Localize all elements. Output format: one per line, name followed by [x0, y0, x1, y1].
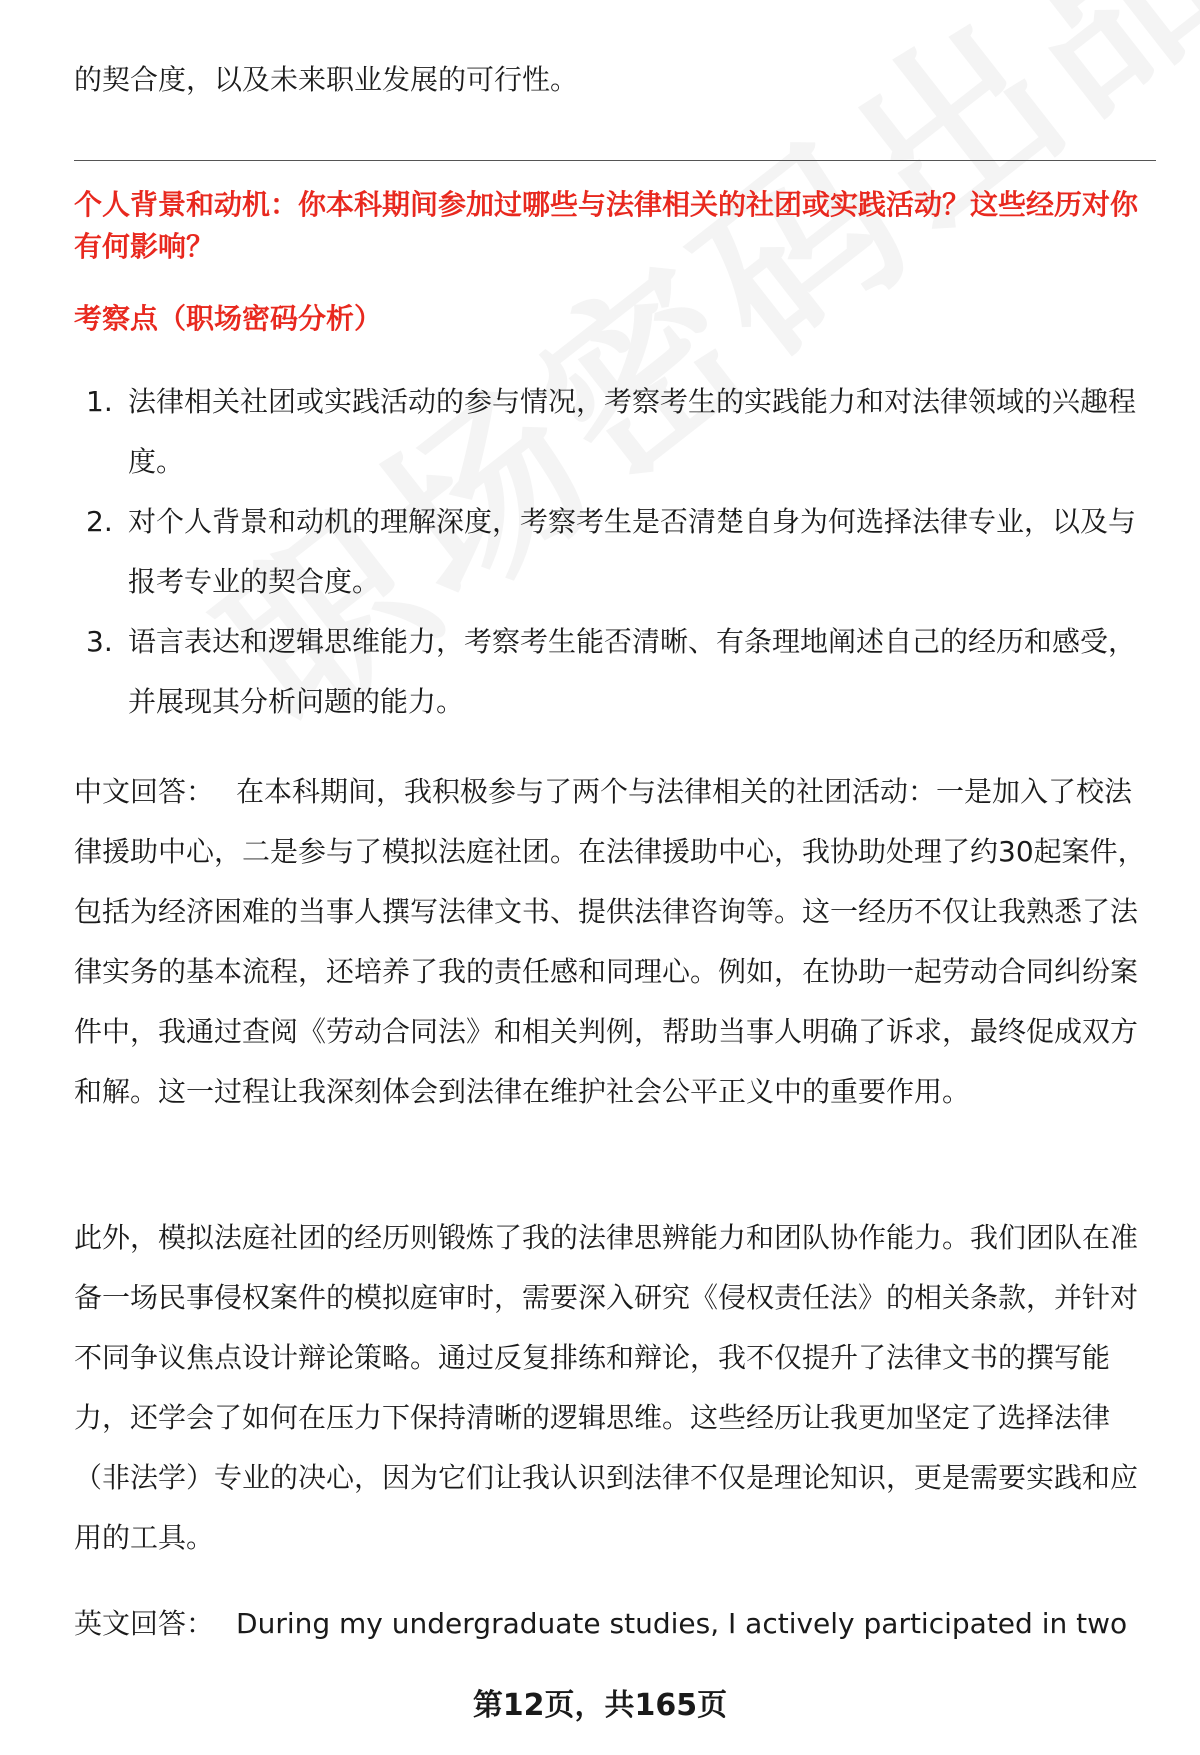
list-item-text: 语言表达和逻辑思维能力，考察考生能否清晰、有条理地阐述自己的经历和感受，并展现其分析问题的能力。 — [128, 625, 1137, 718]
english-answer — [74, 1594, 1154, 1654]
section-divider — [74, 160, 1156, 161]
list-item-number: 3. — [86, 625, 113, 658]
list-item-text: 法律相关社团或实践活动的参与情况，考察考生的实践能力和对法律领域的兴趣程度。 — [128, 385, 1137, 478]
chinese-answer-text: 在本科期间，我积极参与了两个与法律相关的社团活动：一是加入了校法律援助中心，二是参与了模拟法庭社团。在法律援助中心，我协助处理了约30起案件，包括为经济困难的当事人撰写法律文书、提供法律咨询等。这一经历不仅让我熟悉了法律实务的基本流程，还培养了我的责任感和同理心。例如，在协助一起劳动合同纠纷案件中，我通过查阅《劳动合同法》和相关判例，帮助当事人明确了诉求，最终促成双方和解。这一过程让我深刻体会到法律在维护社会公平正义中的重要作用。 — [74, 775, 1146, 1108]
chinese-answer-label: 中文回答： — [74, 775, 215, 808]
english-answer-text: During my undergraduate studies, I actively participated in two — [236, 1607, 1128, 1640]
list-item — [74, 372, 1156, 492]
list-item — [74, 492, 1156, 612]
chinese-answer — [74, 762, 1154, 1122]
list-item-number: 2. — [86, 505, 113, 538]
list-item — [74, 612, 1156, 732]
assessment-points-list — [74, 372, 1156, 732]
chinese-answer-paragraph-2: 此外，模拟法庭社团的经历则锻炼了我的法律思辨能力和团队协作能力。我们团队在准备一场民事侵权案件的模拟庭审时，需要深入研究《侵权责任法》的相关条款，并针对不同争议焦点设计辩论策略。通过反复排练和辩论，我不仅提升了法律文书的撰写能力，还学会了如何在压力下保持清晰的逻辑思维。这些经历让我更加坚定了选择法律（非法学）专业的决心，因为它们让我认识到法律不仅是理论知识，更是需要实践和应用的工具。 — [74, 1221, 1139, 1554]
list-item-text: 对个人背景和动机的理解深度，考察考生是否清楚自身为何选择法律专业，以及与报考专业的契合度。 — [128, 505, 1137, 598]
english-answer-label: 英文回答： — [74, 1607, 215, 1640]
previous-paragraph-end: 的契合度，以及未来职业发展的可行性。 — [74, 63, 579, 96]
question-heading: 个人背景和动机：你本科期间参加过哪些与法律相关的社团或实践活动？这些经历对你有何影响？ — [74, 188, 1139, 263]
page-number-footer: 第12页，共165页 — [472, 1688, 728, 1723]
list-item-number: 1. — [86, 385, 113, 418]
assessment-points-title: 考察点（职场密码分析） — [74, 302, 383, 335]
